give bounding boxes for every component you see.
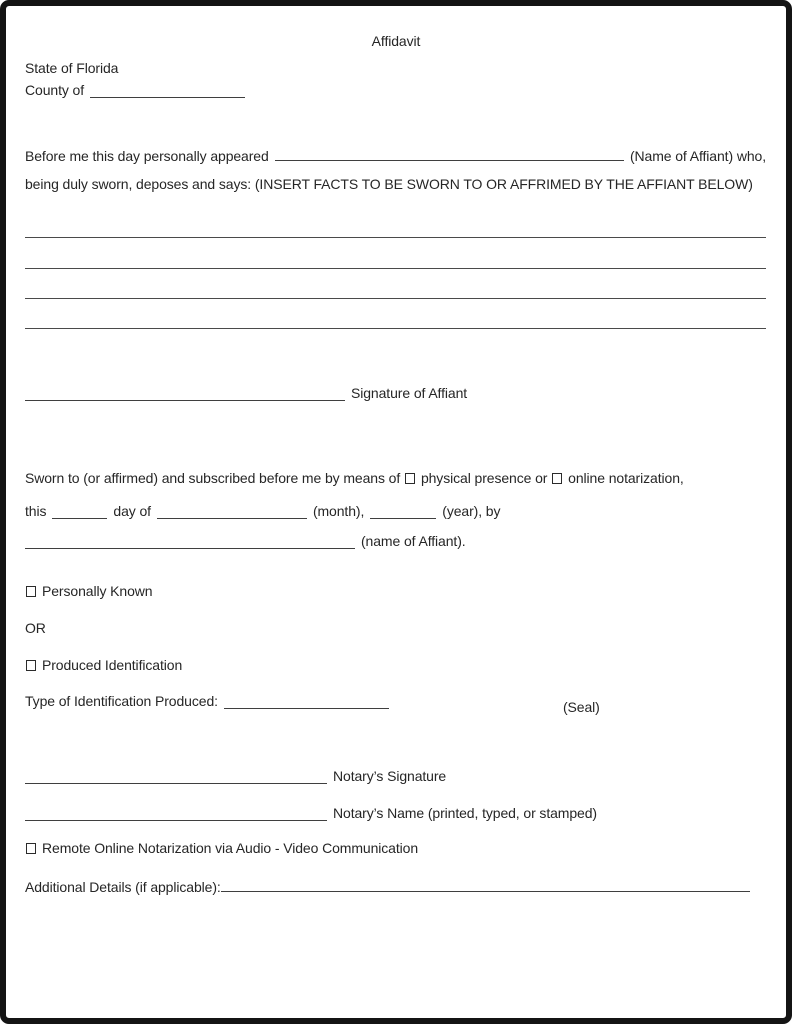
county-label: County of <box>25 82 85 98</box>
id-type-blank[interactable] <box>224 693 389 709</box>
online-notarization-checkbox[interactable] <box>552 473 562 484</box>
year-label: (year), by <box>442 503 501 519</box>
additional-details-label: Additional Details (if applicable): <box>25 878 221 895</box>
personally-known-line <box>25 583 766 599</box>
remote-online-line <box>25 840 766 856</box>
day-of-label: day of <box>113 503 151 519</box>
notary-signature-blank[interactable] <box>25 768 327 784</box>
appeared-suffix-label: (Name of Affiant) who, <box>629 147 766 164</box>
personally-known-label: Personally Known <box>42 583 153 599</box>
statement-line-2[interactable] <box>25 268 766 269</box>
state-line: State of Florida <box>25 60 119 76</box>
this-label: this <box>25 503 47 519</box>
month-blank[interactable] <box>157 503 307 519</box>
county-blank[interactable] <box>90 82 245 98</box>
month-label: (month), <box>312 503 365 519</box>
sworn-prefix-label: Sworn to (or affirmed) and subscribed before me by means of <box>25 470 401 486</box>
produced-identification-checkbox[interactable] <box>26 660 36 671</box>
physical-presence-checkbox[interactable] <box>405 473 415 484</box>
date-line <box>25 503 766 519</box>
affiant-signature-line <box>25 385 766 401</box>
day-blank[interactable] <box>52 503 107 519</box>
or-label: OR <box>25 620 46 636</box>
affiant-signature-blank[interactable] <box>25 385 345 401</box>
additional-details-line <box>25 876 750 895</box>
sworn-instruction-line: being duly sworn, deposes and says: (INSERT FACTS TO BE SWORN TO OR AFFRIMED BY THE AFFIANT BELOW) <box>25 176 753 192</box>
notary-name-label: Notary’s Name (printed, typed, or stamped) <box>333 805 597 821</box>
sworn-to-line <box>25 470 766 486</box>
remote-online-checkbox[interactable] <box>26 843 36 854</box>
statement-line-3[interactable] <box>25 298 766 299</box>
appeared-prefix-label: Before me this day personally appeared <box>25 147 269 164</box>
form-content <box>6 6 786 1018</box>
additional-details-blank[interactable] <box>221 876 750 892</box>
page-title: Affidavit <box>371 33 421 49</box>
produced-identification-label: Produced Identification <box>42 657 183 673</box>
seal-label: (Seal) <box>563 699 600 715</box>
affiant-name-2-blank[interactable] <box>25 533 355 549</box>
notary-signature-line <box>25 768 766 784</box>
affiant-name-blank[interactable] <box>275 145 624 161</box>
statement-line-1[interactable] <box>25 237 766 238</box>
county-line <box>25 82 766 98</box>
personally-known-checkbox[interactable] <box>26 586 36 597</box>
affiant-signature-label: Signature of Affiant <box>351 385 468 401</box>
produced-identification-line <box>25 657 766 673</box>
name-of-affiant-line <box>25 533 766 549</box>
notary-name-line <box>25 805 766 821</box>
appeared-line <box>25 145 766 164</box>
online-notarization-label: online notarization, <box>568 470 684 486</box>
remote-online-label: Remote Online Notarization via Audio - Video Communication <box>42 840 419 856</box>
notary-name-blank[interactable] <box>25 805 327 821</box>
physical-presence-label: physical presence or <box>420 470 548 486</box>
notary-signature-label: Notary’s Signature <box>333 768 447 784</box>
id-type-line <box>25 693 766 709</box>
id-type-label: Type of Identification Produced: <box>25 693 218 709</box>
year-blank[interactable] <box>370 503 436 519</box>
name-of-affiant-label: (name of Affiant). <box>361 533 466 549</box>
statement-line-4[interactable] <box>25 328 766 329</box>
